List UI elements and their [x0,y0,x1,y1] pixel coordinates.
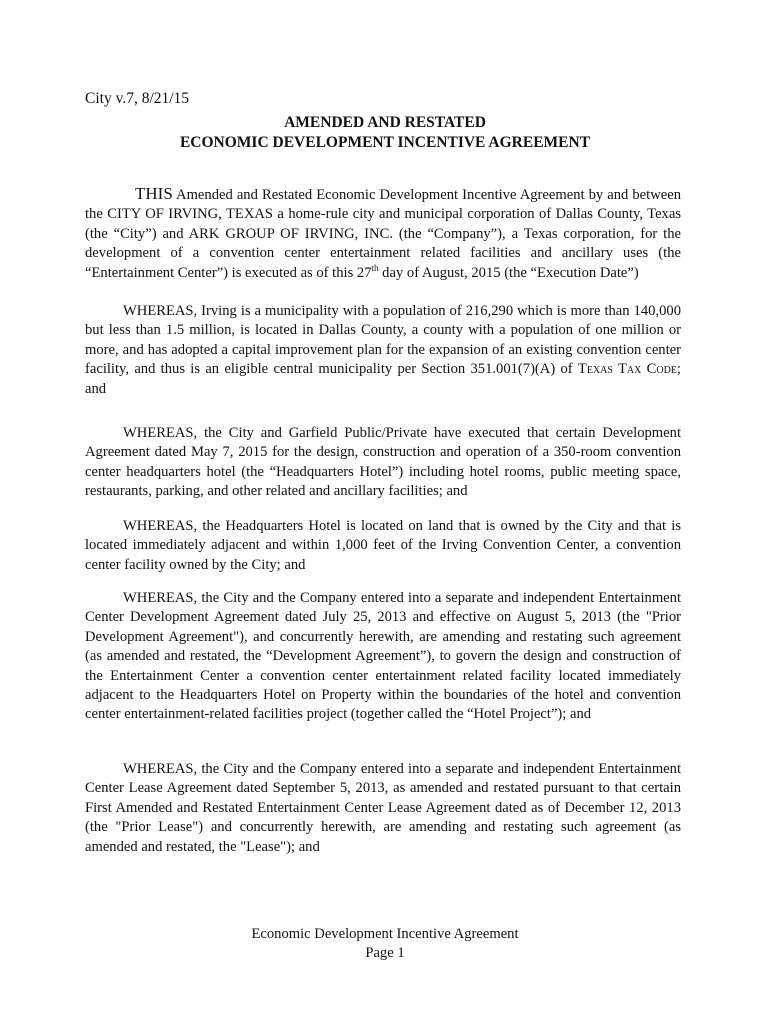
preamble-text [85,184,681,283]
preamble-text-b: day of August, 2015 (the “Execution Date”) [378,264,639,281]
page-number: Page 1 [365,945,405,961]
whereas-1-text-a: WHEREAS, Irving is a municipality with a population of 216,290 which is more than 140,000 but less than 1.5 million, is located in Dallas County, a county with a population of one million or more, and has adopted a capital improvement plan for the expansion of an existing convention center facility, and thus is an eligible central municipality per Section 351.001(7)(A) of [85,303,681,378]
paragraph-whereas-5 [85,760,681,857]
preamble-superscript: th [371,262,379,273]
whereas-3-text: WHEREAS, the Headquarters Hotel is located on land that is owned by the City and that is located immediately adjacent and within 1,000 feet of the Irving Convention Center, a convention center facility owned by the City; and [85,518,681,573]
paragraph-whereas-3 [85,517,681,575]
whereas-2-text: WHEREAS, the City and Garfield Public/Private have executed that certain Development Agreement dated May 7, 2015 for the design, construction and operation of a 350-room convention center headquarters hotel (the “Headquarters Hotel”) including hotel rooms, public meeting space, restaurants, parking, and other related and ancillary facilities; and [85,425,681,500]
footer-title: Economic Development Incentive Agreement [251,926,519,942]
whereas-4-text: WHEREAS, the City and the Company entered into a separate and independent Entertainment Center Development Agreement dated July 25, 2013 and effective on August 5, 2013 (the "Prior Development Agreement"), and concurrently herewith, are amending and restating such agreement (as amended and restated, the “Development Agreement”), to govern the design and construction of the Entertainment Center a convention center entertainment related facility located immediately adjacent to the Headquarters Hotel on Property within the boundaries of the hotel and convention center entertainment-related facilities project (together called the “Hotel Project”); and [85,590,681,723]
preamble-text-a: Amended and Restated Economic Development Incentive Agreement by and between the CITY OF IRVING, TEXAS a home-rule city and municipal corporation of Dallas County, Texas (the “City”) and ARK GROUP OF IRVING, INC. (the “Company”), a Texas corporation, for the development of a convention center entertainment related facilities and ancillary uses (the “Entertainment Center”) is executed as of this 27 [85,187,681,281]
whereas-5-text: WHEREAS, the City and the Company entered into a separate and independent Entertainment Center Lease Agreement dated September 5, 2013, as amended and restated pursuant to that certain First Amended and Restated Entertainment Center Lease Agreement dated as of December 12, 2013 (the "Prior Lease") and concurrently herewith, are amending and restating such agreement (as amended and restated, the "Lease"); and [85,761,681,855]
title-line-2: ECONOMIC DEVELOPMENT INCENTIVE AGREEMENT [179,134,591,151]
paragraph-whereas-4 [85,589,681,725]
version-label: City v.7, 8/21/15 [85,90,190,107]
whereas-1-text [85,302,681,399]
preamble-lead-word: THIS [135,184,173,203]
title-line-1: AMENDED AND RESTATED [284,114,486,131]
paragraph-whereas-2 [85,424,681,502]
whereas-1-text-b: ; and [85,361,681,397]
paragraph-preamble [85,184,681,283]
whereas-1-small-caps: Texas Tax Code [577,361,677,378]
paragraph-whereas-1 [85,302,681,399]
